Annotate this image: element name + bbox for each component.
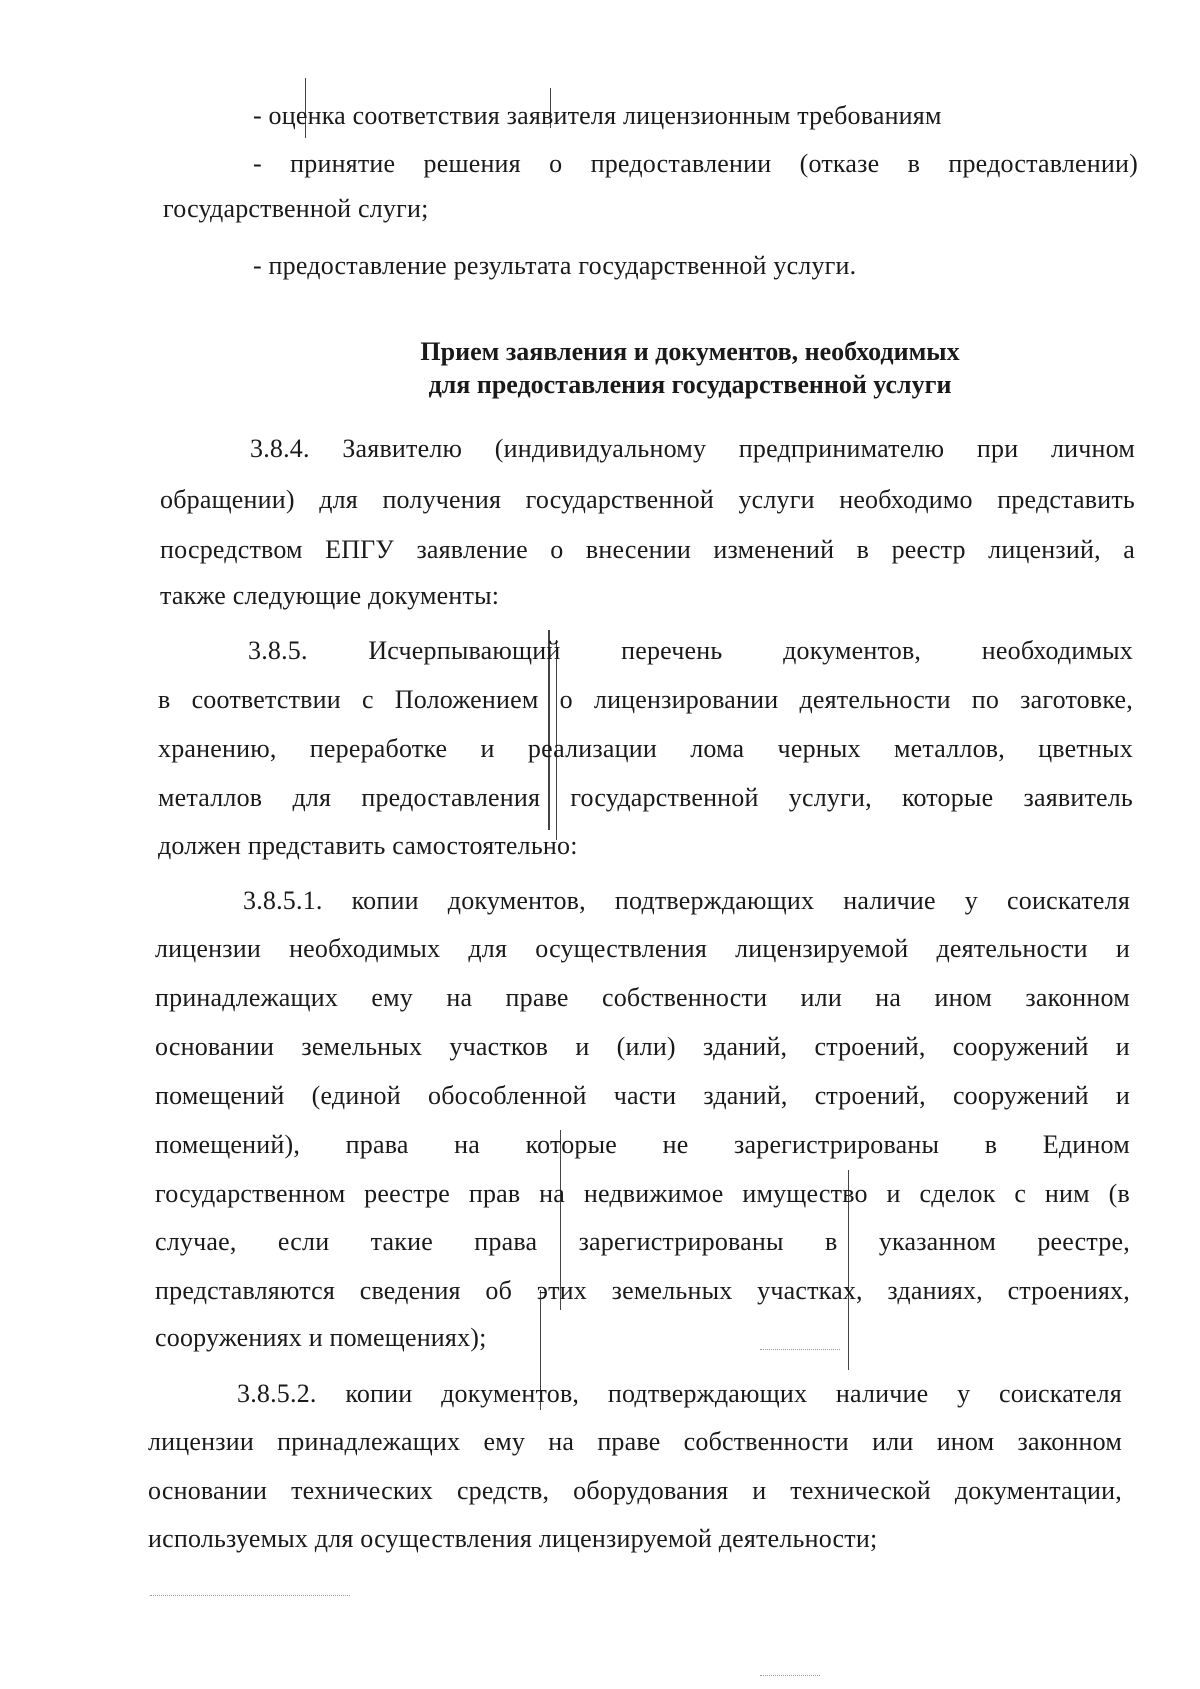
word: лицензии	[155, 934, 261, 963]
word: или	[800, 983, 842, 1012]
word: осуществления	[535, 934, 708, 963]
word: Исчерпывающий	[368, 636, 561, 665]
word: заявитель	[1023, 783, 1133, 812]
word: ним	[1044, 1179, 1090, 1208]
word: (индивидуальному	[494, 434, 707, 463]
word: строениях,	[1007, 1276, 1130, 1305]
word: -	[253, 149, 262, 178]
paragraph-3-8-4-line3	[160, 534, 1135, 566]
paragraph-3-8-5-line1	[248, 635, 1133, 667]
word: лицензируемой	[735, 934, 909, 963]
word: права	[345, 1130, 409, 1159]
paragraph-3-8-5-2-line4: используемых для осуществления лицензируемой деятельности;	[148, 1524, 878, 1553]
word: представить	[997, 485, 1135, 514]
word: с	[1014, 1179, 1027, 1208]
paragraph-3-8-5-line4	[158, 782, 1133, 814]
word: обособленной	[428, 1081, 587, 1110]
word: предоставлении)	[948, 149, 1138, 178]
paragraph-3-8-5-1-line2	[155, 933, 1130, 965]
word: земельных	[611, 1276, 733, 1305]
word: о	[549, 149, 563, 178]
word: (единой	[311, 1081, 401, 1110]
section-heading-line1: Прием заявления и документов, необходимых	[420, 337, 960, 366]
word: реестр	[891, 535, 966, 564]
word: подтверждающих	[607, 1379, 808, 1408]
paragraph-3-8-5-2-line1	[237, 1378, 1122, 1410]
word: которые	[901, 783, 994, 812]
word: если	[277, 1227, 330, 1256]
word: строений,	[814, 1081, 926, 1110]
paragraph-3-8-5-1-line8	[155, 1226, 1130, 1258]
word: ином	[936, 1427, 995, 1456]
word: или	[872, 1427, 914, 1456]
word: услуги	[738, 485, 815, 514]
word: основании	[148, 1476, 268, 1505]
word: в	[984, 1130, 998, 1159]
word: принадлежащих	[277, 1427, 461, 1456]
word: и	[1115, 934, 1130, 963]
word: необходимых	[981, 636, 1133, 665]
word: документов,	[783, 636, 922, 665]
list-item-decision-line1	[253, 148, 1138, 180]
word: металлов,	[893, 734, 1005, 763]
paragraph-3-8-5-1-line5	[155, 1080, 1130, 1112]
word: деятельности	[799, 685, 951, 714]
word: реестре,	[1037, 1227, 1130, 1256]
word: зданиях,	[887, 1276, 983, 1305]
word: личном	[1050, 434, 1135, 463]
word: 3.8.5.2.	[237, 1379, 317, 1408]
scan-artifact-dots	[150, 1595, 350, 1596]
word: документации,	[954, 1476, 1122, 1505]
word: услуги,	[788, 783, 872, 812]
word: праве	[597, 1427, 661, 1456]
word: сделок	[919, 1179, 996, 1208]
list-item-decision-line2: государственной слуги;	[163, 194, 429, 223]
word: собственности	[601, 983, 768, 1012]
word: для	[468, 934, 508, 963]
word: помещений	[155, 1081, 285, 1110]
list-item-assessment: - оценка соответствия заявителя лицензионным требованиям	[253, 101, 942, 130]
word: перечень	[621, 636, 723, 665]
word: прав	[468, 1179, 521, 1208]
word: документов,	[447, 886, 586, 915]
word: и	[1115, 1032, 1130, 1061]
word: об	[485, 1276, 513, 1305]
paragraph-3-8-5-line5: должен представить самостоятельно:	[158, 831, 578, 860]
word: на	[875, 983, 902, 1012]
word: земельных	[301, 1032, 423, 1061]
word: с	[361, 685, 374, 714]
word: принятие	[290, 149, 396, 178]
word: государственном	[155, 1179, 346, 1208]
word: реализации	[527, 734, 657, 763]
paragraph-3-8-5-2-line3	[148, 1475, 1122, 1507]
word: зарегистрированы	[734, 1130, 940, 1159]
word: о	[550, 535, 564, 564]
word: помещений),	[155, 1130, 301, 1159]
word: о	[559, 685, 573, 714]
word: оборудования	[573, 1476, 729, 1505]
word: соответствии	[191, 685, 341, 714]
word: на	[454, 1130, 481, 1159]
paragraph-3-8-5-1-line6	[155, 1129, 1130, 1161]
word: заявление	[416, 535, 528, 564]
word: 3.8.4.	[250, 434, 310, 463]
word: Заявителю	[342, 434, 463, 463]
word: металлов	[158, 783, 263, 812]
word: зданий,	[703, 1032, 788, 1061]
word: сооружений	[952, 1081, 1089, 1110]
paragraph-3-8-5-1-line7	[155, 1178, 1130, 1210]
paragraph-3-8-5-line3	[158, 733, 1133, 765]
word: принадлежащих	[155, 983, 339, 1012]
word: 3.8.5.	[248, 636, 308, 665]
word: технических	[291, 1476, 433, 1505]
word: реестре	[364, 1179, 451, 1208]
word: в	[158, 685, 171, 714]
word: указанном	[878, 1227, 997, 1256]
word: копии	[351, 886, 419, 915]
word: сведения	[359, 1276, 461, 1305]
word: которые	[525, 1130, 618, 1159]
word: соискателя	[998, 1379, 1122, 1408]
word: ЕПГУ	[325, 535, 395, 564]
word: лома	[690, 734, 745, 763]
word: предпринимателю	[738, 434, 945, 463]
word: для	[292, 783, 332, 812]
word: при	[976, 434, 1019, 463]
word: необходимых	[289, 934, 441, 963]
word: в	[907, 149, 921, 178]
word: (отказе	[799, 149, 880, 178]
word: решения	[423, 149, 521, 178]
word: государственной	[525, 485, 714, 514]
word: необходимо	[839, 485, 973, 514]
word: законном	[1017, 1427, 1122, 1456]
word: предоставления	[361, 783, 541, 812]
word: и	[575, 1032, 590, 1061]
word: такие	[370, 1227, 433, 1256]
paragraph-3-8-5-1-line4	[155, 1031, 1130, 1063]
word: случае,	[155, 1227, 237, 1256]
list-item-result: - предоставление результата государственной услуги.	[253, 251, 857, 280]
paragraph-3-8-5-line2	[158, 684, 1133, 716]
word: и	[886, 1179, 901, 1208]
word: строений,	[814, 1032, 926, 1061]
paragraph-3-8-5-1-line1	[243, 885, 1130, 917]
word: на	[548, 1427, 575, 1456]
word: лицензии	[148, 1427, 254, 1456]
word: на	[446, 983, 473, 1012]
word: посредством	[160, 535, 303, 564]
word: праве	[505, 983, 569, 1012]
paragraph-3-8-4-line2	[160, 484, 1135, 516]
word: хранению,	[158, 734, 277, 763]
word: основании	[155, 1032, 275, 1061]
word: деятельности	[936, 934, 1088, 963]
word: сооружений	[952, 1032, 1089, 1061]
word: наличие	[843, 886, 936, 915]
word: в	[825, 1227, 838, 1256]
word: законном	[1025, 983, 1130, 1012]
word: а	[1123, 535, 1135, 564]
word: ином	[934, 983, 993, 1012]
word: Положением	[394, 685, 539, 714]
word: права	[474, 1227, 538, 1256]
paragraph-3-8-5-1-line9	[155, 1275, 1130, 1307]
word: по	[971, 685, 1000, 714]
word: на	[539, 1179, 566, 1208]
word: ему	[483, 1427, 526, 1456]
word: документов,	[441, 1379, 580, 1408]
word: зарегистрированы	[578, 1227, 784, 1256]
word: этих	[536, 1276, 587, 1305]
word: не	[662, 1130, 689, 1159]
word: зданий,	[703, 1081, 788, 1110]
paragraph-3-8-5-2-line2	[148, 1426, 1122, 1458]
word: в	[856, 535, 870, 564]
word: у	[964, 886, 978, 915]
word: черных	[777, 734, 861, 763]
word: (в	[1108, 1179, 1130, 1208]
word: и	[480, 734, 495, 763]
scan-artifact-dots	[760, 1349, 840, 1350]
section-heading-line2: для предоставления государственной услуги	[428, 370, 952, 399]
word: участках,	[757, 1276, 863, 1305]
word: заготовке,	[1020, 685, 1133, 714]
word: части	[613, 1081, 677, 1110]
word: лицензий,	[988, 535, 1101, 564]
word: 3.8.5.1.	[243, 886, 323, 915]
word: (или)	[616, 1032, 676, 1061]
paragraph-3-8-5-1-line3	[155, 982, 1130, 1014]
word: обращении)	[160, 485, 295, 514]
word: изменений	[713, 535, 835, 564]
word: участков	[449, 1032, 549, 1061]
word: лицензировании	[593, 685, 779, 714]
word: цветных	[1038, 734, 1133, 763]
word: Едином	[1042, 1130, 1130, 1159]
word: подтверждающих	[614, 886, 815, 915]
paragraph-3-8-5-1-line10: сооружениях и помещениях);	[155, 1323, 487, 1352]
word: наличие	[835, 1379, 929, 1408]
paragraph-3-8-4-line4: также следующие документы:	[160, 581, 500, 610]
word: ему	[371, 983, 413, 1012]
word: внесении	[585, 535, 691, 564]
word: государственной	[570, 783, 759, 812]
word: и	[1115, 1081, 1130, 1110]
word: соискателя	[1007, 886, 1130, 915]
word: представляются	[155, 1276, 336, 1305]
word: предоставлении	[590, 149, 772, 178]
word: у	[957, 1379, 971, 1408]
word: недвижимое	[583, 1179, 724, 1208]
word: копии	[345, 1379, 413, 1408]
word: переработке	[309, 734, 448, 763]
word: и	[752, 1476, 767, 1505]
word: имущество	[742, 1179, 868, 1208]
paragraph-3-8-4-line1	[250, 433, 1135, 465]
word: для	[319, 485, 358, 514]
word: технической	[790, 1476, 931, 1505]
word: средств,	[456, 1476, 550, 1505]
word: собственности	[683, 1427, 849, 1456]
scan-artifact-dots	[760, 1675, 820, 1676]
word: получения	[382, 485, 502, 514]
